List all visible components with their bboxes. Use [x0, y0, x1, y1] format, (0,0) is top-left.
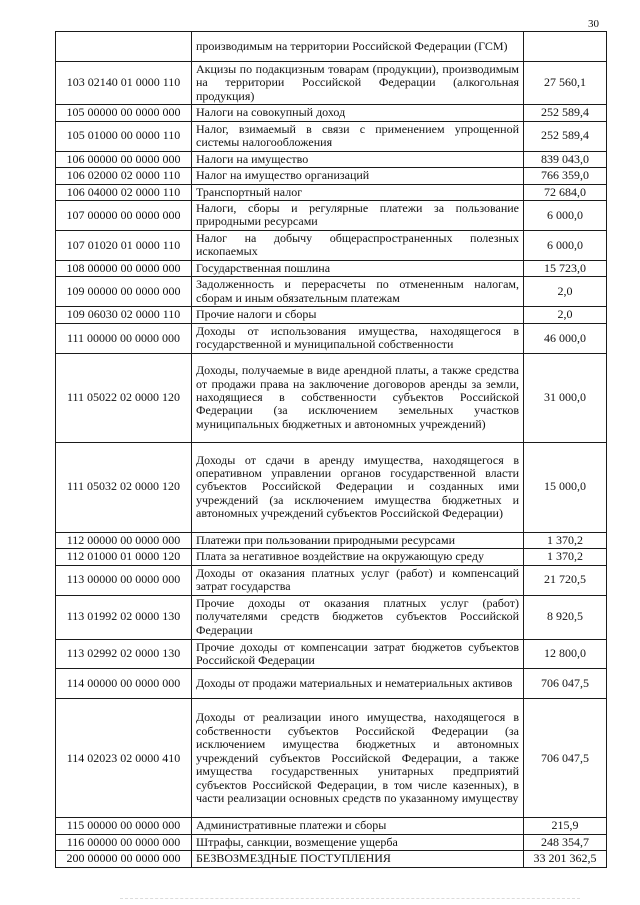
table-row	[56, 532, 607, 548]
revenue-name-cell: Доходы от оказания платных услуг (работ) и компенсаций затрат государства	[192, 565, 524, 595]
table-row	[56, 62, 607, 105]
budget-code-cell: 114 00000 00 0000 000	[56, 669, 192, 699]
revenue-name-cell: Прочие доходы от оказания платных услуг (работ) получателями средств бюджетов субъектов Российской Федерации	[192, 595, 524, 639]
amount-cell: 46 000,0	[524, 323, 607, 353]
amount-cell: 33 201 362,5	[524, 851, 607, 867]
budget-code-cell: 106 02000 02 0000 110	[56, 168, 192, 184]
table-row	[56, 818, 607, 834]
table-row	[56, 200, 607, 230]
budget-code-cell: 109 00000 00 0000 000	[56, 277, 192, 307]
revenue-name-cell: Доходы, получаемые в виде арендной платы, а также средства от продажи права на заключение договоров аренды за земли, находящиеся в собственности субъектов Российской Федерации (за исключением земельных участков муниципальных бюджетных и автономных учреждений)	[192, 353, 524, 442]
table-row	[56, 639, 607, 669]
table-row	[56, 151, 607, 167]
amount-cell: 839 043,0	[524, 151, 607, 167]
table-row	[56, 323, 607, 353]
revenue-name-cell: Налог на добычу общераспространенных полезных ископаемых	[192, 230, 524, 260]
table-row	[56, 549, 607, 565]
revenue-name-cell: Плата за негативное воздействие на окружающую среду	[192, 549, 524, 565]
budget-code-cell: 113 02992 02 0000 130	[56, 639, 192, 669]
revenue-name-cell: Доходы от использования имущества, находящегося в государственной и муниципальной собственности	[192, 323, 524, 353]
table-row	[56, 834, 607, 850]
revenue-name-cell: Транспортный налог	[192, 184, 524, 200]
revenue-name-cell: Налог на имущество организаций	[192, 168, 524, 184]
page-bottom-artifact	[120, 898, 580, 903]
amount-cell: 6 000,0	[524, 230, 607, 260]
amount-cell: 215,9	[524, 818, 607, 834]
revenue-name-cell: Платежи при пользовании природными ресурсами	[192, 532, 524, 548]
budget-code-cell: 200 00000 00 0000 000	[56, 851, 192, 867]
revenue-name-cell: Доходы от реализации иного имущества, находящегося в собственности субъектов Российской Федерации (за исключением имущества бюджетных и автономных учреждений субъектов Российской Федерации, а также имущества государственных унитарных предприятий субъектов Российской Федерации, в том числе казенных), в части реализации основных средств по указанному имуществу	[192, 699, 524, 818]
table-row	[56, 260, 607, 276]
amount-cell: 72 684,0	[524, 184, 607, 200]
revenue-name-cell: БЕЗВОЗМЕЗДНЫЕ ПОСТУПЛЕНИЯ	[192, 851, 524, 867]
table-row	[56, 184, 607, 200]
amount-cell: 1 370,2	[524, 549, 607, 565]
budget-code-cell: 103 02140 01 0000 110	[56, 62, 192, 105]
table-row	[56, 121, 607, 151]
amount-cell: 252 589,4	[524, 105, 607, 121]
budget-code-cell: 112 00000 00 0000 000	[56, 532, 192, 548]
amount-cell: 2,0	[524, 277, 607, 307]
revenue-name-cell: Акцизы по подакцизным товарам (продукции), производимым на территории Российской Федерации (алкогольная продукция)	[192, 62, 524, 105]
table-row	[56, 442, 607, 532]
table-row	[56, 851, 607, 867]
amount-cell: 2,0	[524, 307, 607, 323]
revenue-name-cell: Налоги на имущество	[192, 151, 524, 167]
table-row	[56, 353, 607, 442]
amount-cell: 252 589,4	[524, 121, 607, 151]
amount-cell: 15 723,0	[524, 260, 607, 276]
revenue-name-cell: Доходы от продажи материальных и нематериальных активов	[192, 669, 524, 699]
budget-code-cell: 111 05022 02 0000 120	[56, 353, 192, 442]
amount-cell	[524, 32, 607, 62]
budget-code-cell: 107 01020 01 0000 110	[56, 230, 192, 260]
budget-code-cell: 106 04000 02 0000 110	[56, 184, 192, 200]
budget-code-cell: 111 05032 02 0000 120	[56, 442, 192, 532]
revenue-name-cell: Налоги, сборы и регулярные платежи за пользование природными ресурсами	[192, 200, 524, 230]
budget-code-cell	[56, 32, 192, 62]
table-row	[56, 168, 607, 184]
budget-code-cell: 105 01000 00 0000 110	[56, 121, 192, 151]
amount-cell: 248 354,7	[524, 834, 607, 850]
amount-cell: 15 000,0	[524, 442, 607, 532]
revenue-name-cell: производимым на территории Российской Федерации (ГСМ)	[192, 32, 524, 62]
table-row	[56, 32, 607, 62]
revenue-name-cell: Прочие налоги и сборы	[192, 307, 524, 323]
amount-cell: 706 047,5	[524, 699, 607, 818]
amount-cell: 1 370,2	[524, 532, 607, 548]
amount-cell: 21 720,5	[524, 565, 607, 595]
budget-code-cell: 113 01992 02 0000 130	[56, 595, 192, 639]
amount-cell: 706 047,5	[524, 669, 607, 699]
revenue-name-cell: Задолженность и перерасчеты по отмененным налогам, сборам и иным обязательным платежам	[192, 277, 524, 307]
amount-cell: 31 000,0	[524, 353, 607, 442]
table-row	[56, 230, 607, 260]
budget-code-cell: 111 00000 00 0000 000	[56, 323, 192, 353]
revenue-name-cell: Государственная пошлина	[192, 260, 524, 276]
budget-code-cell: 113 00000 00 0000 000	[56, 565, 192, 595]
budget-code-cell: 106 00000 00 0000 000	[56, 151, 192, 167]
amount-cell: 27 560,1	[524, 62, 607, 105]
table-row	[56, 277, 607, 307]
budget-code-cell: 105 00000 00 0000 000	[56, 105, 192, 121]
budget-code-cell: 108 00000 00 0000 000	[56, 260, 192, 276]
table-body	[56, 32, 607, 868]
table-row	[56, 105, 607, 121]
revenue-name-cell: Штрафы, санкции, возмещение ущерба	[192, 834, 524, 850]
amount-cell: 766 359,0	[524, 168, 607, 184]
budget-revenue-table	[55, 31, 607, 868]
budget-code-cell: 107 00000 00 0000 000	[56, 200, 192, 230]
table-row	[56, 699, 607, 818]
budget-code-cell: 116 00000 00 0000 000	[56, 834, 192, 850]
amount-cell: 8 920,5	[524, 595, 607, 639]
table-row	[56, 307, 607, 323]
revenue-name-cell: Административные платежи и сборы	[192, 818, 524, 834]
table-row	[56, 595, 607, 639]
revenue-name-cell: Доходы от сдачи в аренду имущества, находящегося в оперативном управлении органов государственной власти субъектов Российской Федерации и созданных ими учреждений (за исключением имущества бюджетных и автономных учреждений субъектов Российской Федерации)	[192, 442, 524, 532]
revenue-name-cell: Налоги на совокупный доход	[192, 105, 524, 121]
budget-code-cell: 112 01000 01 0000 120	[56, 549, 192, 565]
budget-code-cell: 115 00000 00 0000 000	[56, 818, 192, 834]
budget-code-cell: 114 02023 02 0000 410	[56, 699, 192, 818]
revenue-name-cell: Прочие доходы от компенсации затрат бюджетов субъектов Российской Федерации	[192, 639, 524, 669]
table-row	[56, 565, 607, 595]
revenue-name-cell: Налог, взимаемый в связи с применением упрощенной системы налогообложения	[192, 121, 524, 151]
amount-cell: 6 000,0	[524, 200, 607, 230]
page-number: 30	[588, 18, 599, 30]
table-row	[56, 669, 607, 699]
budget-code-cell: 109 06030 02 0000 110	[56, 307, 192, 323]
amount-cell: 12 800,0	[524, 639, 607, 669]
